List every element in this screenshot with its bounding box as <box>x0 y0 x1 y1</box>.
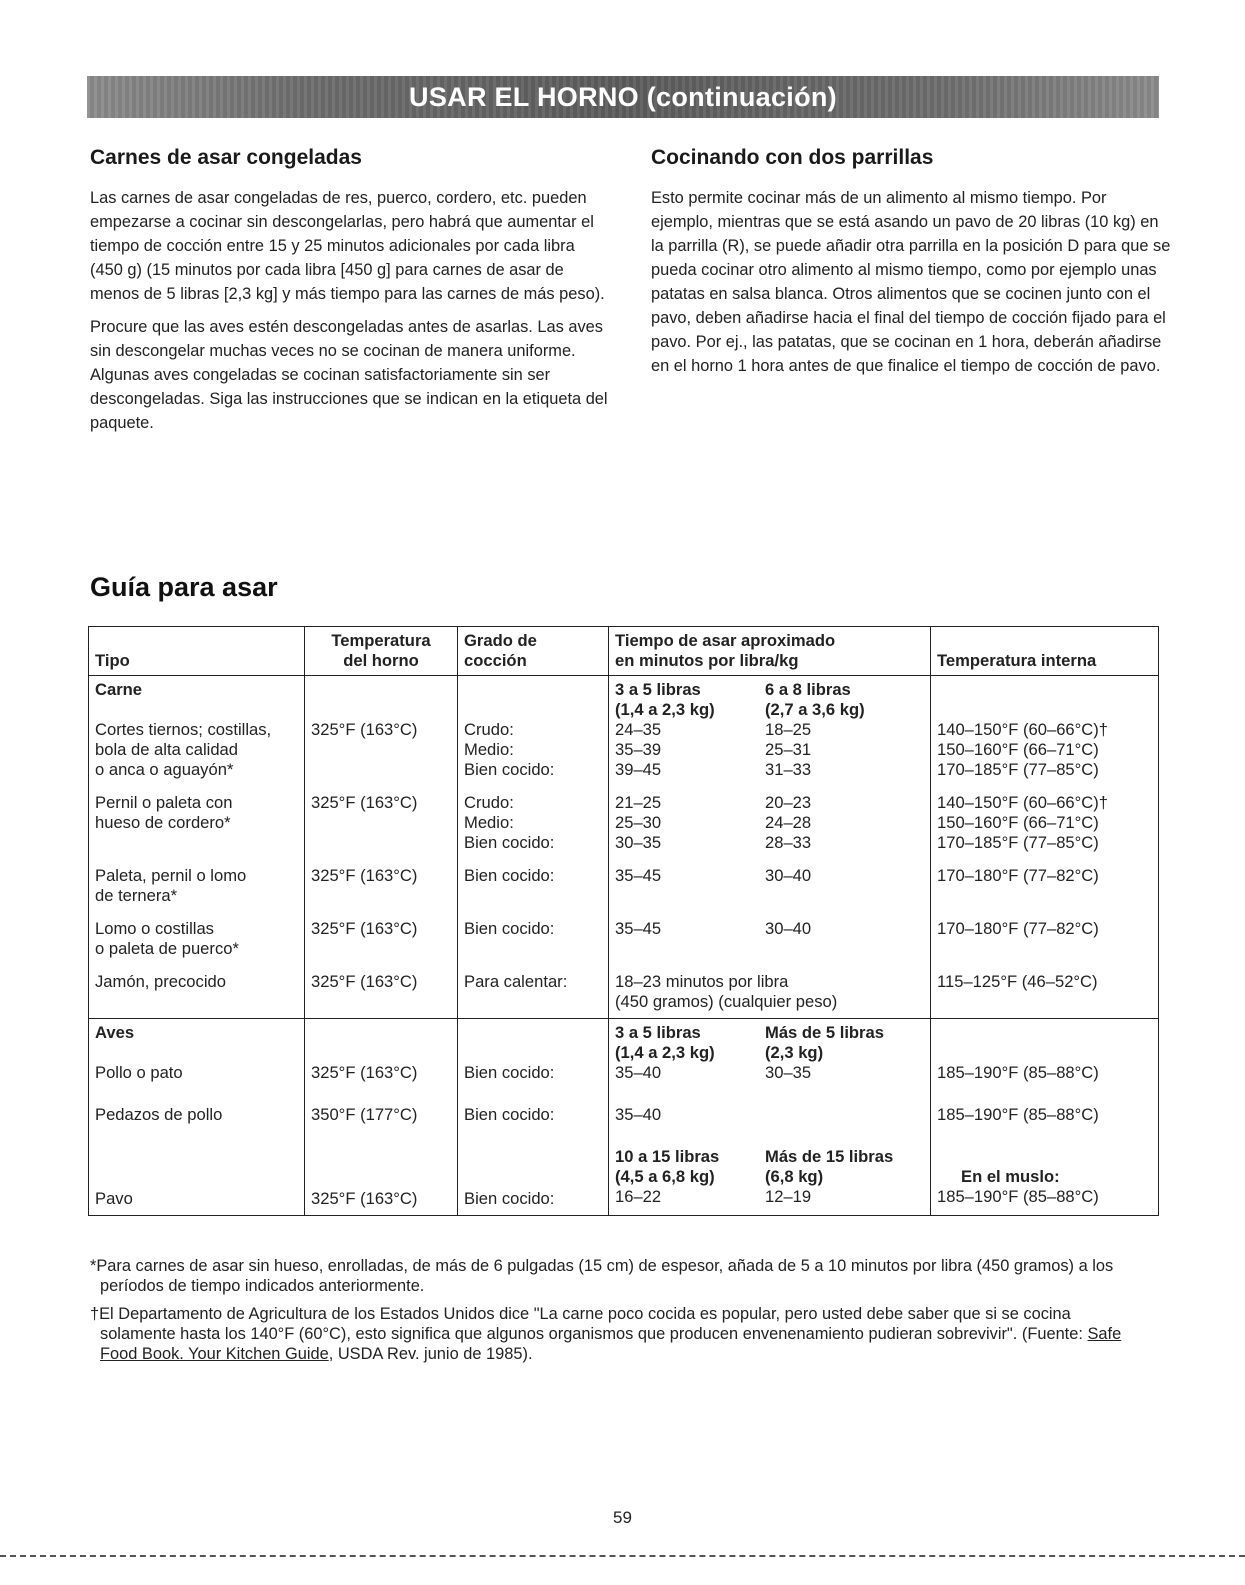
banner-title: USAR EL HORNO (continuación) <box>409 81 837 112</box>
aves-label: Aves <box>95 1023 135 1042</box>
section-banner <box>87 76 1159 118</box>
table-row: Pollo o pato 325°F (163°C) Bien cocido: 35–40 30–35 185–190°F (85–88°C) <box>89 1063 1159 1083</box>
table-row <box>89 676 1159 721</box>
table-row: Aves 3 a 5 libras (1,4 a 2,3 kg) Más de 5 libras (2,3 kg) <box>89 1019 1159 1064</box>
footnote-usda: †El Departamento de Agricultura de los Estados Unidos dice "La carne poco cocida es popular, pero usted debe saber que si se cocina solamente hasta los 140°F (60°C), esto significa que algunos organismos que producen envenenamiento pudieran sobrevivir". (Fuente: Safe Food Book. Your Kitchen Guide, USDA Rev. junio de 1985). <box>90 1305 1122 1363</box>
thigh-label: En el muslo: <box>961 1167 1060 1186</box>
source-title: Safe Food Book. Your Kitchen Guide <box>100 1325 1122 1363</box>
frozen-roasts-section <box>90 146 610 444</box>
two-racks-paragraph: Esto permite cocinar más de un alimento al mismo tiempo. Por ejemplo, mientras que se está asando un pavo de 20 libras (10 kg) en la parrilla (R), se puede añadir otra parrilla en la posición D para que se pueda cocinar otro alimento al mismo tiempo, como por ejemplo unas patatas en salsa blanca. Otros alimentos que se cocinen junto con el pavo, deben añadirse hacia el final del tiempo de cocción fijado para el pavo. Por ej., las patatas, que se cocinan en 1 hora, deberán añadirse en el horno 1 hora antes de que finalice el tiempo de cocción de pavo. <box>651 189 1171 375</box>
two-racks-section <box>651 146 1171 387</box>
footnote-boneless: *Para carnes de asar sin hueso, enrolladas, de más de 6 pulgadas (15 cm) de espesor, añada de 5 a 10 minutos por libra (450 gramos) a los períodos de tiempo indicados anteriormente. <box>90 1257 1114 1295</box>
table-row: Pernil o paleta con hueso de cordero* 325°F (163°C) Crudo: Medio: Bien cocido: 21–25 25–30 30–35 20–23 24–28 28–33 140–150°F (60–66°C)† 150–160°F (66–71°C) 170–185°F (77–85°C) <box>89 780 1159 853</box>
frozen-roasts-heading: Carnes de asar congeladas <box>90 146 362 169</box>
carne-sub-a1: 3 a 5 libras <box>615 680 701 699</box>
carne-label: Carne <box>95 680 143 699</box>
header-tipo: Tipo <box>89 627 305 676</box>
table-row: Pavo 325°F (163°C) Bien cocido: 10 a 15 libras (4,5 a 6,8 kg) 16–22 Más de 15 libras (6,8 kg) 12–19 En el muslo: 185–190°F (85–88°C) <box>89 1125 1159 1216</box>
table-row: Jamón, precocido 325°F (163°C) Para calentar: 18–23 minutos por libra (450 gramos) (cualquier peso) 115–125°F (46–52°C) <box>89 959 1159 1019</box>
header-roast-time: Tiempo de asar aproximado en minutos por libra/kg <box>609 627 931 676</box>
table-row: Lomo o costillas o paleta de puerco* 325°F (163°C) Bien cocido: 35–45 30–40 170–180°F (77–82°C) <box>89 906 1159 959</box>
roasting-guide-title: Guía para asar <box>90 572 278 602</box>
frozen-roasts-paragraph-1: Las carnes de asar congeladas de res, puerco, cordero, etc. pueden empezarse a cocinar sin descongelarlas, pero habrá que aumentar el tiempo de cocción entre 15 y 25 minutos adicionales por cada libra (450 g) (15 minutos por cada libra [450 g] para carnes de asar de menos de 5 libras [2,3 kg] y más tiempo para las carnes de más peso). <box>90 189 605 303</box>
roasting-guide-table <box>88 626 1159 1216</box>
table-row: Cortes tiernos; costillas, bola de alta calidad o anca o aguayón* 325°F (163°C) Crudo: Medio: Bien cocido: 24–35 35–39 39–45 18–25 25–31 31–33 140–150°F (60–66°C)† 150–160°F (66–71°C) 170–185°F (77–85°C) <box>89 720 1159 780</box>
table-row: Paleta, pernil o lomo de ternera* 325°F (163°C) Bien cocido: 35–45 30–40 170–180°F (77–82°C) <box>89 853 1159 906</box>
frozen-roasts-paragraph-2: Procure que las aves estén descongeladas antes de asarlas. Las aves sin descongelar muchas veces no se cocinan de manera uniforme. Algunas aves congeladas se cocinan satisfactoriamente sin ser descongeladas. Siga las instrucciones que se indican en la etiqueta del paquete. <box>90 318 608 432</box>
header-oven-temp: Temperatura del horno <box>305 627 458 676</box>
carne-sub-a2: (1,4 a 2,3 kg) <box>615 700 715 719</box>
carne-sub-b1: 6 a 8 libras <box>765 680 851 699</box>
footnotes <box>90 1256 1150 1372</box>
page-number: 59 <box>613 1508 632 1527</box>
table-header-row <box>89 627 1159 676</box>
page-bottom-rule <box>0 1555 1245 1557</box>
header-doneness: Grado de cocción <box>458 627 609 676</box>
carne-sub-b2: (2,7 a 3,6 kg) <box>765 700 865 719</box>
header-internal-temp: Temperatura interna <box>931 627 1159 676</box>
two-racks-heading: Cocinando con dos parrillas <box>651 146 934 169</box>
table-row: Pedazos de pollo 350°F (177°C) Bien cocido: 35–40 185–190°F (85–88°C) <box>89 1083 1159 1125</box>
